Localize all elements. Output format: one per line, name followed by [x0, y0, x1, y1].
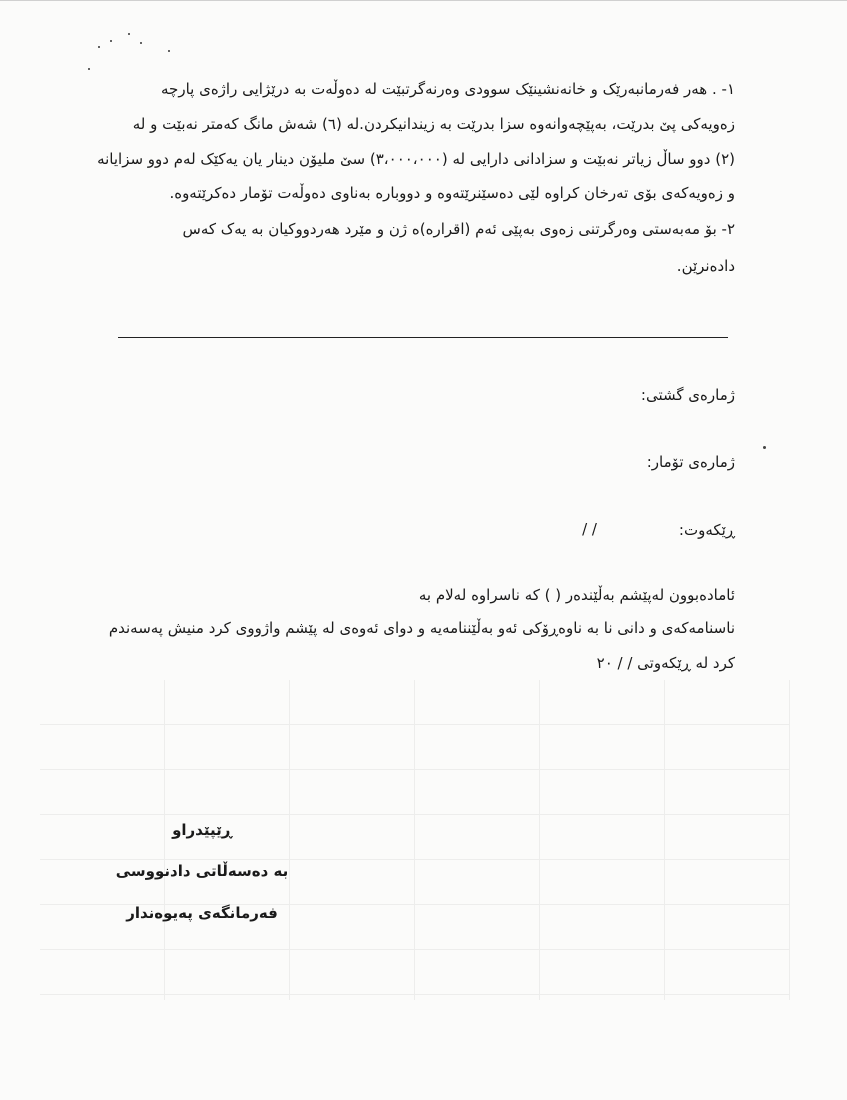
declaration-line-3: کرد لە ڕێکەوتی / / ٢٠ [596, 654, 735, 672]
scan-specks [88, 28, 198, 88]
clause-2-line-1: ٢- بۆ مەبەستی وەرگرتنی زەوی بەپێی ئەم (اقرارە)ە ژن و مێرد هەردووکیان بە یەک کەس [182, 220, 735, 238]
date-label: ڕێکەوت: [678, 521, 735, 539]
signature-department: فەرمانگەی پەیوەندار [126, 904, 278, 922]
clause-1-line-2: زەویەکی پێ بدرێت، بەپێچەوانەوە سزا بدرێت بە زیندانیکردن.لە (٦) شەش مانگ کەمتر نەبێت و لە [132, 115, 735, 133]
section-divider [118, 337, 728, 338]
general-number-label: ژمارەی گشتی: [640, 386, 735, 404]
clause-2-line-2: دادەنرێن. [676, 257, 735, 275]
scan-edge [0, 0, 847, 1]
signature-authority: بە دەسەڵاتی دادنووسی [115, 862, 289, 880]
clause-1-line-3: (٢) دوو ساڵ زیاتر نەبێت و سزادانی دارایی لە (٣،٠٠٠،٠٠٠) سێ ملیۆن دینار یان یەکێک لەم دوو سزایانە [97, 150, 735, 168]
clause-1-line-1: ١- . هەر فەرمانبەرێک و خانەنشینێک سوودی وەرنەگرتبێت لە دەوڵەت بە درێژایی راژەی پارچە [161, 80, 735, 98]
declaration-line-2: ناسنامەکەی و دانی نا بە ناوەڕۆکی ئەو بەڵێننامەیە و دوای ئەوەی لە پێشم واژووی کرد منیش پەسەندم [108, 619, 735, 637]
registration-number-label: ژمارەی تۆمار: [646, 453, 735, 471]
scan-mark [763, 446, 766, 449]
clause-1-line-4: و زەویەکەی بۆی تەرخان کراوە لێی دەسێنرێتەوە و دووبارە بەناوی دەوڵەت تۆمار دەکرێتەوە. [169, 184, 735, 202]
signature-approved: ڕێپێدراو [172, 821, 232, 839]
date-slashes: / / [582, 520, 597, 538]
bleed-through-table [40, 680, 790, 1000]
declaration-line-1: ئامادەبوون لەپێشم بەڵێندەر ( ) کە ناسراوە لەلام بە [418, 586, 735, 604]
